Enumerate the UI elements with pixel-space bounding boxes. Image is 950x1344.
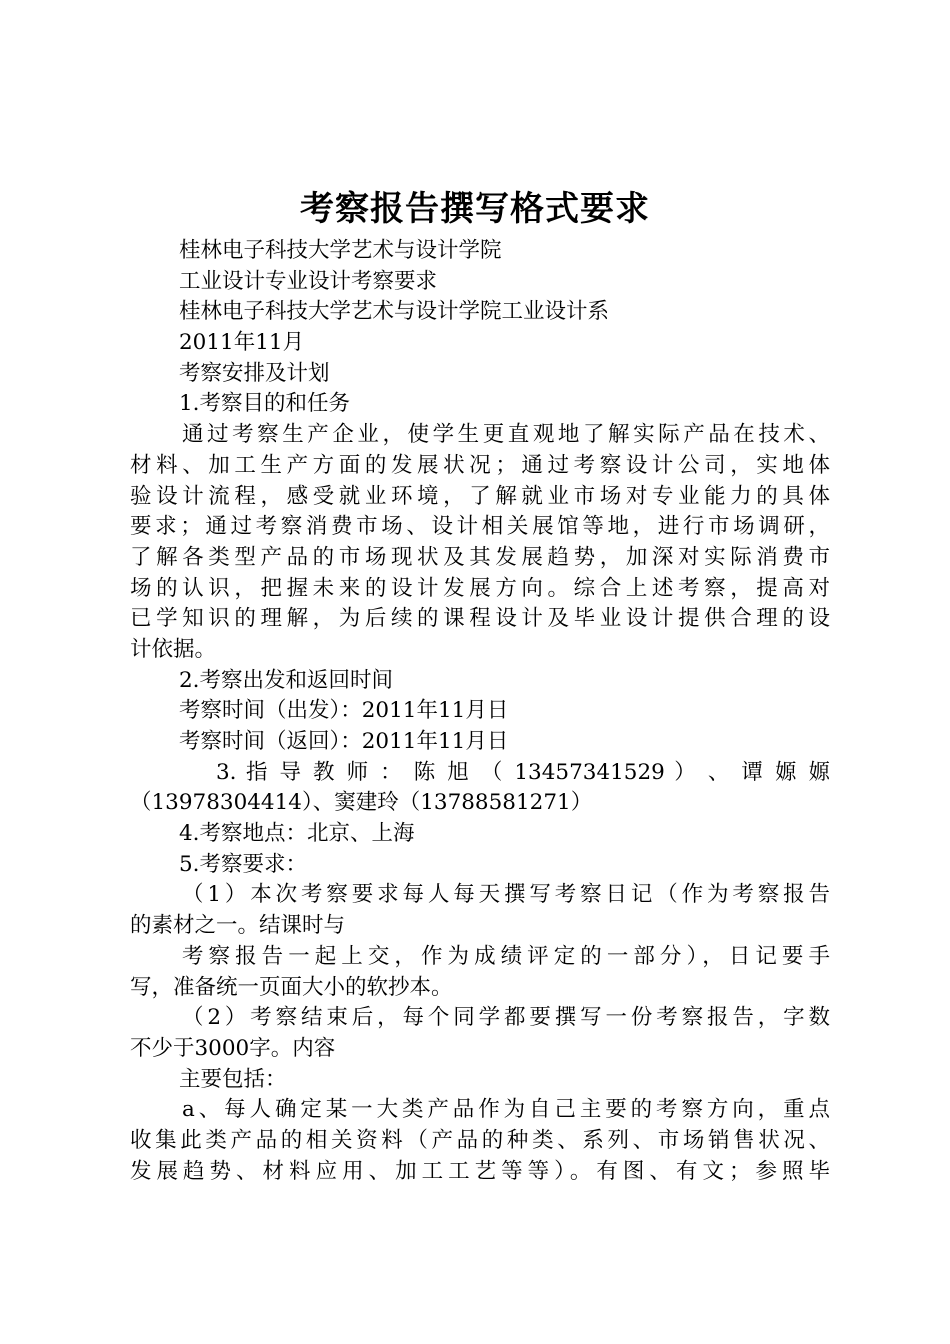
requirement-2-line: 主要包括：: [179, 1066, 287, 1092]
purpose-line: 要求；通过考察消费市场、设计相关展馆等地，进行市场调研，: [130, 514, 830, 540]
section2-heading: 2.考察出发和返回时间: [179, 667, 394, 693]
requirement-title-line: 工业设计专业设计考察要求: [179, 268, 438, 294]
teachers-line: 3. 指 导 教 师 ： 陈 旭 （ 13457341529 ） 、 谭 嫄 嫄: [216, 759, 830, 785]
requirement-2-line: 不少于3000字。内容: [130, 1035, 336, 1061]
department-line: 桂林电子科技大学艺术与设计学院工业设计系: [179, 299, 610, 325]
purpose-line: 验设计流程，感受就业环境，了解就业市场对专业能力的具体: [130, 483, 830, 509]
purpose-line: 了解各类型产品的市场现状及其发展趋势，加深对实际消费市: [130, 544, 830, 570]
plan-heading: 考察安排及计划: [179, 360, 330, 386]
item-a-line: 收集此类产品的相关资料（产品的种类、系列、市场销售状况、: [130, 1127, 830, 1153]
requirement-2-line: （2）考察结束后，每个同学都要撰写一份考察报告，字数: [182, 1005, 830, 1031]
item-a-line: 发展趋势、材料应用、加工工艺等等）。有图、有文；参照毕: [130, 1158, 830, 1184]
purpose-line: 已学知识的理解，为后续的课程设计及毕业设计提供合理的设: [130, 606, 830, 632]
institution-line: 桂林电子科技大学艺术与设计学院: [179, 238, 502, 263]
purpose-line: 场的认识，把握未来的设计发展方向。综合上述考察，提高对: [130, 575, 830, 601]
item-a-line: a、每人确定某一大类产品作为自己主要的考察方向，重点: [182, 1097, 830, 1123]
date-line: 2011年11月: [179, 330, 305, 356]
depart-time: 考察时间（出发）：2011年11月日: [179, 698, 509, 724]
purpose-line: 通过考察生产企业，使学生更直观地了解实际产品在技术、: [182, 422, 830, 448]
location-line: 4.考察地点：北京、上海: [179, 821, 415, 847]
requirement-1-line: 考察报告一起上交，作为成绩评定的一部分），日记要手: [182, 943, 830, 969]
document-body: [130, 236, 830, 1187]
purpose-line: 计依据。: [130, 636, 217, 662]
requirements-heading: 5.考察要求：: [179, 851, 308, 877]
purpose-line: 材料、加工生产方面的发展状况；通过考察设计公司，实地体: [130, 452, 830, 478]
teachers-line-continued: （13978304414）、窦建玲（13788581271）: [130, 790, 593, 816]
requirement-1-line: 的素材之一。结课时与: [130, 913, 346, 939]
document-title: 考察报告撰写格式要求: [300, 189, 650, 229]
return-time: 考察时间（返回）：2011年11月日: [179, 729, 509, 754]
requirement-1-line: （1）本次考察要求每人每天撰写考察日记（作为考察报告: [182, 882, 830, 908]
requirement-1-line: 写，准备统一页面大小的软抄本。: [130, 974, 453, 1000]
section1-heading: 1.考察目的和任务: [179, 391, 351, 417]
